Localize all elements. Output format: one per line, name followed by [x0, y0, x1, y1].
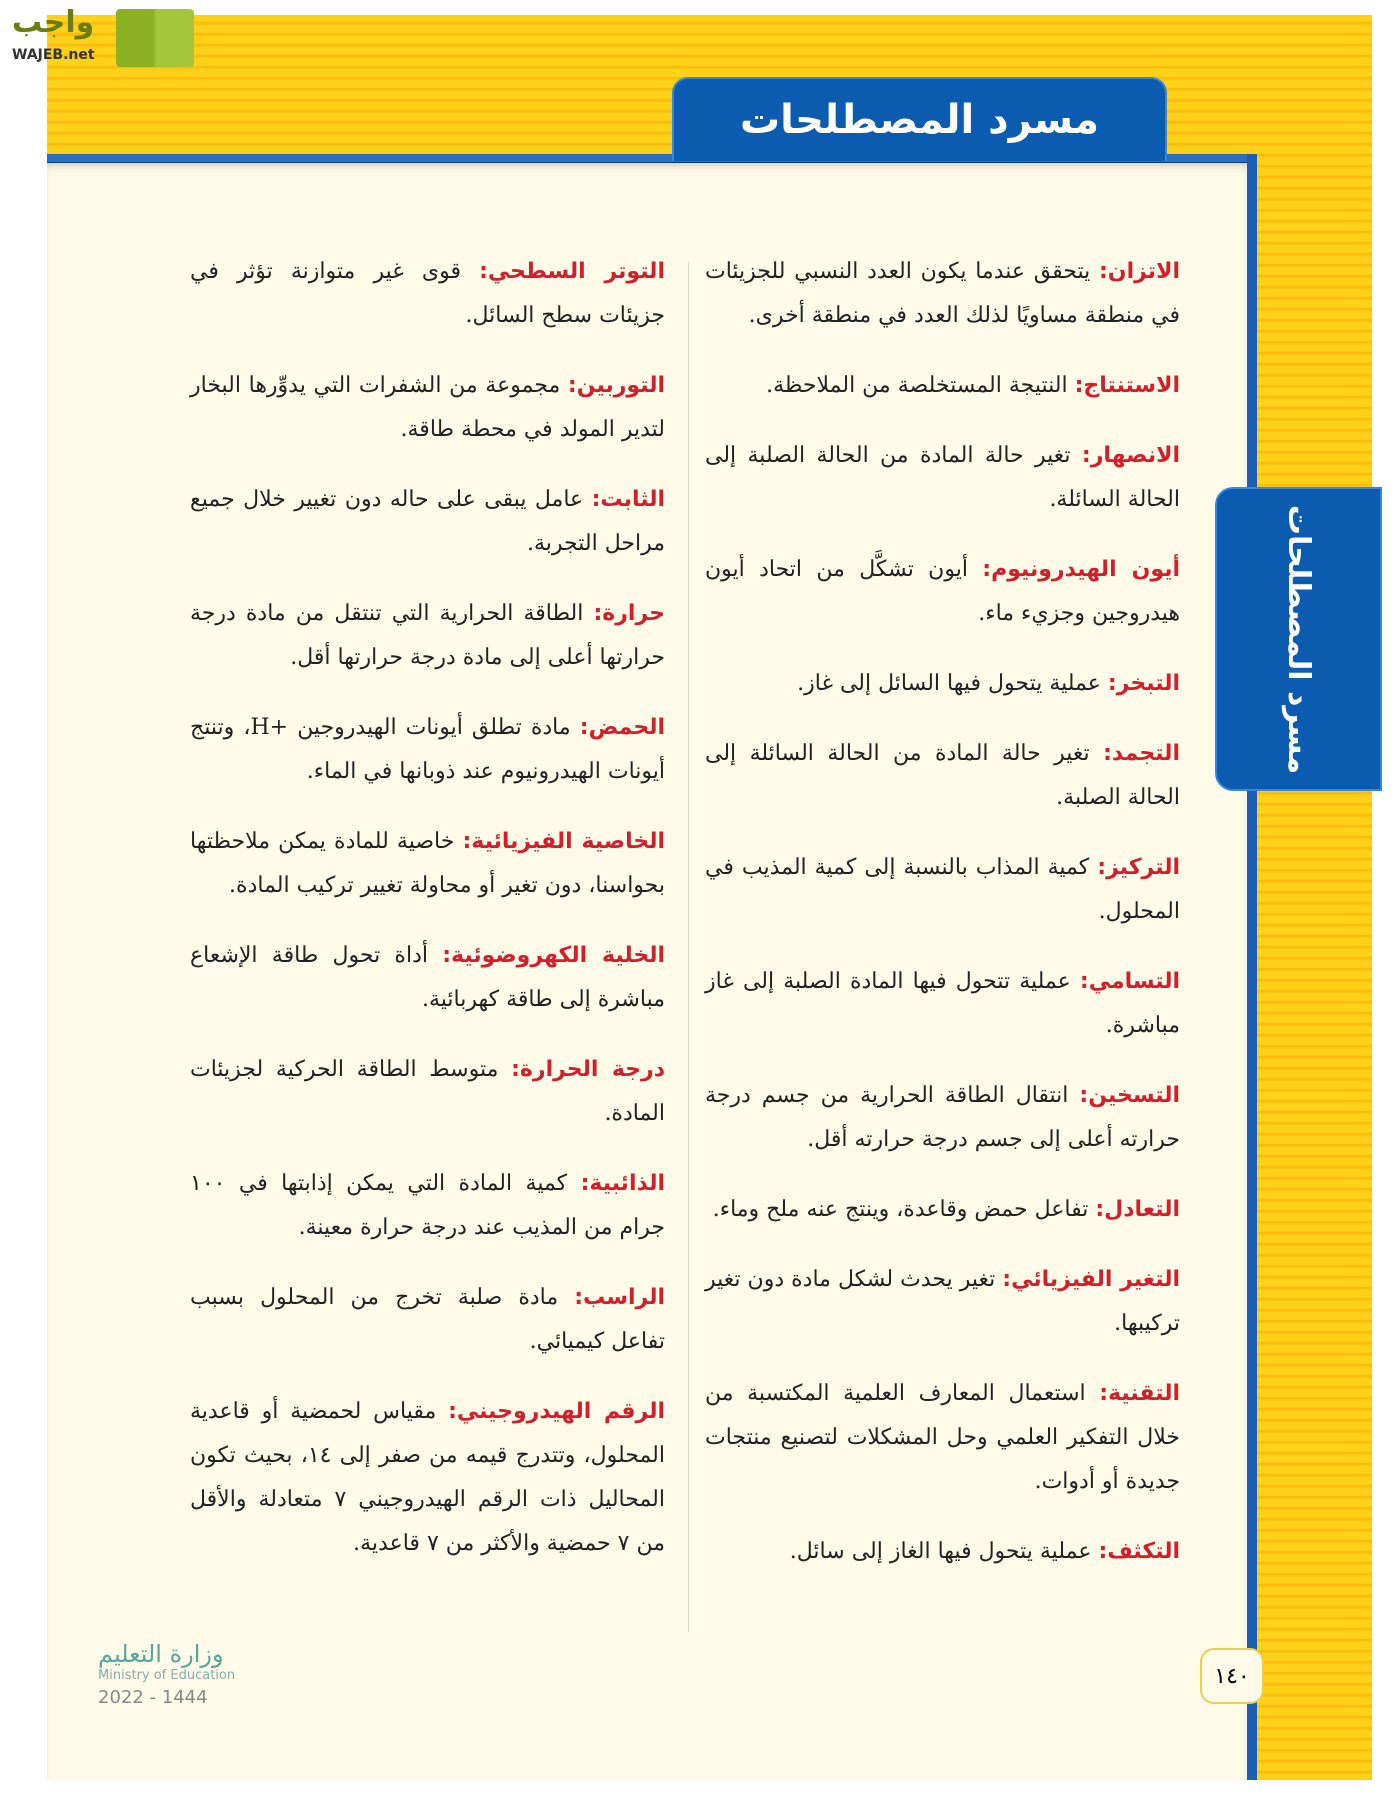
glossary-term: الاتزان: — [1099, 259, 1180, 284]
glossary-term: التكثف: — [1098, 1539, 1180, 1564]
glossary-definition: تغير حالة المادة من الحالة السائلة إلى الحالة الصلبة. — [705, 741, 1180, 810]
column-divider — [688, 262, 689, 1632]
glossary-entry — [705, 846, 1180, 934]
glossary-left-column — [190, 250, 665, 1592]
glossary-definition: متوسط الطاقة الحركية لجزيئات المادة. — [190, 1057, 665, 1126]
glossary-entry — [190, 592, 665, 680]
glossary-definition: استعمال المعارف العلمية المكتسبة من خلال التفكير العلمي وحل المشكلات لتصنيع منتجات جديدة أو أدوات. — [705, 1381, 1180, 1494]
glossary-entry — [190, 934, 665, 1022]
page-title: مسرد المصطلحات — [739, 97, 1100, 143]
glossary-definition: انتقال الطاقة الحرارية من جسم درجة حرارته أعلى إلى جسم درجة حرارته أقل. — [705, 1083, 1180, 1152]
glossary-entry — [705, 1258, 1180, 1346]
glossary-entry — [190, 1276, 665, 1364]
glossary-definition: كمية المادة التي يمكن إذابتها في ١٠٠ جرام من المذيب عند درجة حرارة معينة. — [190, 1171, 665, 1240]
glossary-term: الخلية الكهروضوئية: — [442, 943, 665, 968]
glossary-definition: خاصية للمادة يمكن ملاحظتها بحواسنا، دون تغير أو محاولة تغيير تركيب المادة. — [190, 829, 665, 898]
glossary-term: الرقم الهيدروجيني: — [448, 1399, 665, 1424]
glossary-definition: عملية يتحول فيها السائل إلى غاز. — [797, 671, 1108, 696]
glossary-definition: مقياس لحمضية أو قاعدية المحلول، وتتدرج قيمه من صفر إلى ١٤، بحيث تكون المحاليل ذات الرقم الهيدروجيني ٧ متعادلة والأقل من ٧ حمضية والأكثر من ٧ قاعدية. — [190, 1399, 665, 1556]
glossary-entry — [190, 1048, 665, 1136]
wajeb-logo — [8, 5, 193, 65]
glossary-entry — [190, 364, 665, 452]
glossary-entry — [705, 1074, 1180, 1162]
glossary-definition: النتيجة المستخلصة من الملاحظة. — [766, 373, 1075, 398]
glossary-definition: عملية تتحول فيها المادة الصلبة إلى غاز مباشرة. — [705, 969, 1180, 1038]
glossary-definition: يتحقق عندما يكون العدد النسبي للجزيئات في منطقة مساويًا لذلك العدد في منطقة أخرى. — [705, 259, 1180, 328]
glossary-definition: كمية المذاب بالنسبة إلى كمية المذيب في المحلول. — [705, 855, 1180, 924]
side-tab — [1215, 487, 1382, 791]
glossary-definition: مادة صلبة تخرج من المحلول بسبب تفاعل كيميائي. — [190, 1285, 665, 1354]
glossary-entry — [705, 364, 1180, 408]
glossary-definition: مجموعة من الشفرات التي يدوِّرها البخار لتدير المولد في محطة طاقة. — [190, 373, 665, 442]
glossary-term: الثابت: — [591, 487, 665, 512]
glossary-entry — [705, 548, 1180, 636]
glossary-right-column — [705, 250, 1180, 1600]
glossary-term: التقنية: — [1099, 1381, 1180, 1406]
logo-arabic: واجب — [12, 5, 95, 40]
glossary-entry — [190, 706, 665, 794]
glossary-term: حرارة: — [593, 601, 665, 626]
glossary-definition: مادة تطلق أيونات الهيدروجين +H، وتنتج أيونات الهيدرونيوم عند ذوبانها في الماء. — [190, 715, 665, 784]
glossary-term: التسخين: — [1079, 1083, 1180, 1108]
glossary-term: الاستنتاج: — [1074, 373, 1180, 398]
glossary-term: التسامي: — [1079, 969, 1180, 994]
glossary-definition: تغير يحدث لشكل مادة دون تغير تركيبها. — [705, 1267, 1180, 1336]
glossary-definition: عامل يبقى على حاله دون تغيير خلال جميع مراحل التجربة. — [190, 487, 665, 556]
ministry-arabic: وزارة التعليم — [98, 1640, 224, 1668]
glossary-term: التبخر: — [1107, 671, 1180, 696]
glossary-entry — [190, 1162, 665, 1250]
title-tab — [672, 77, 1167, 161]
glossary-term: التغير الفيزيائي: — [1002, 1267, 1180, 1292]
glossary-definition: عملية يتحول فيها الغاز إلى سائل. — [789, 1539, 1099, 1564]
glossary-definition: تغير حالة المادة من الحالة الصلبة إلى الحالة السائلة. — [705, 443, 1180, 512]
glossary-term: التعادل: — [1095, 1197, 1180, 1222]
glossary-definition: تفاعل حمض وقاعدة، وينتج عنه ملح وماء. — [712, 1197, 1096, 1222]
glossary-term: الراسب: — [574, 1285, 665, 1310]
panel-right-border — [1247, 154, 1257, 1780]
glossary-entry — [705, 434, 1180, 522]
glossary-term: التوربين: — [567, 373, 665, 398]
glossary-term: التوتر السطحي: — [479, 259, 665, 284]
glossary-term: التركيز: — [1097, 855, 1180, 880]
glossary-definition: الطاقة الحرارية التي تنتقل من مادة درجة حرارتها أعلى إلى مادة درجة حرارتها أقل. — [190, 601, 665, 670]
glossary-definition: أيون تشكَّل من اتحاد أيون هيدروجين وجزيء ماء. — [705, 557, 1180, 626]
glossary-term: أيون الهيدرونيوم: — [982, 557, 1180, 582]
ministry-logo — [98, 1640, 235, 1708]
glossary-entry — [705, 732, 1180, 820]
glossary-entry — [705, 250, 1180, 338]
edition-year: 2022 - 1444 — [98, 1687, 208, 1708]
glossary-term: الانصهار: — [1081, 443, 1180, 468]
ministry-english: Ministry of Education — [98, 1668, 236, 1683]
glossary-definition: قوى غير متوازنة تؤثر في جزيئات سطح السائل. — [190, 259, 665, 328]
glossary-term: الذائبية: — [580, 1171, 665, 1196]
glossary-entry — [705, 1530, 1180, 1574]
glossary-entry — [705, 662, 1180, 706]
glossary-term: الحمض: — [579, 715, 665, 740]
glossary-entry — [705, 1188, 1180, 1232]
glossary-entry — [190, 1390, 665, 1566]
glossary-entry — [190, 478, 665, 566]
book-icon — [116, 9, 194, 67]
glossary-definition: أداة تحول طاقة الإشعاع مباشرة إلى طاقة كهربائية. — [190, 943, 665, 1012]
glossary-entry — [190, 820, 665, 908]
glossary-term: الخاصية الفيزيائية: — [462, 829, 665, 854]
glossary-entry — [705, 1372, 1180, 1504]
logo-latin: WAJEB.net — [12, 47, 95, 63]
glossary-entry — [705, 960, 1180, 1048]
glossary-entry — [190, 250, 665, 338]
side-tab-label: مسرد المصطلحات — [1281, 504, 1317, 774]
page-number: ١٤٠ — [1200, 1648, 1264, 1704]
glossary-term: التجمد: — [1103, 741, 1180, 766]
glossary-term: درجة الحرارة: — [511, 1057, 665, 1082]
